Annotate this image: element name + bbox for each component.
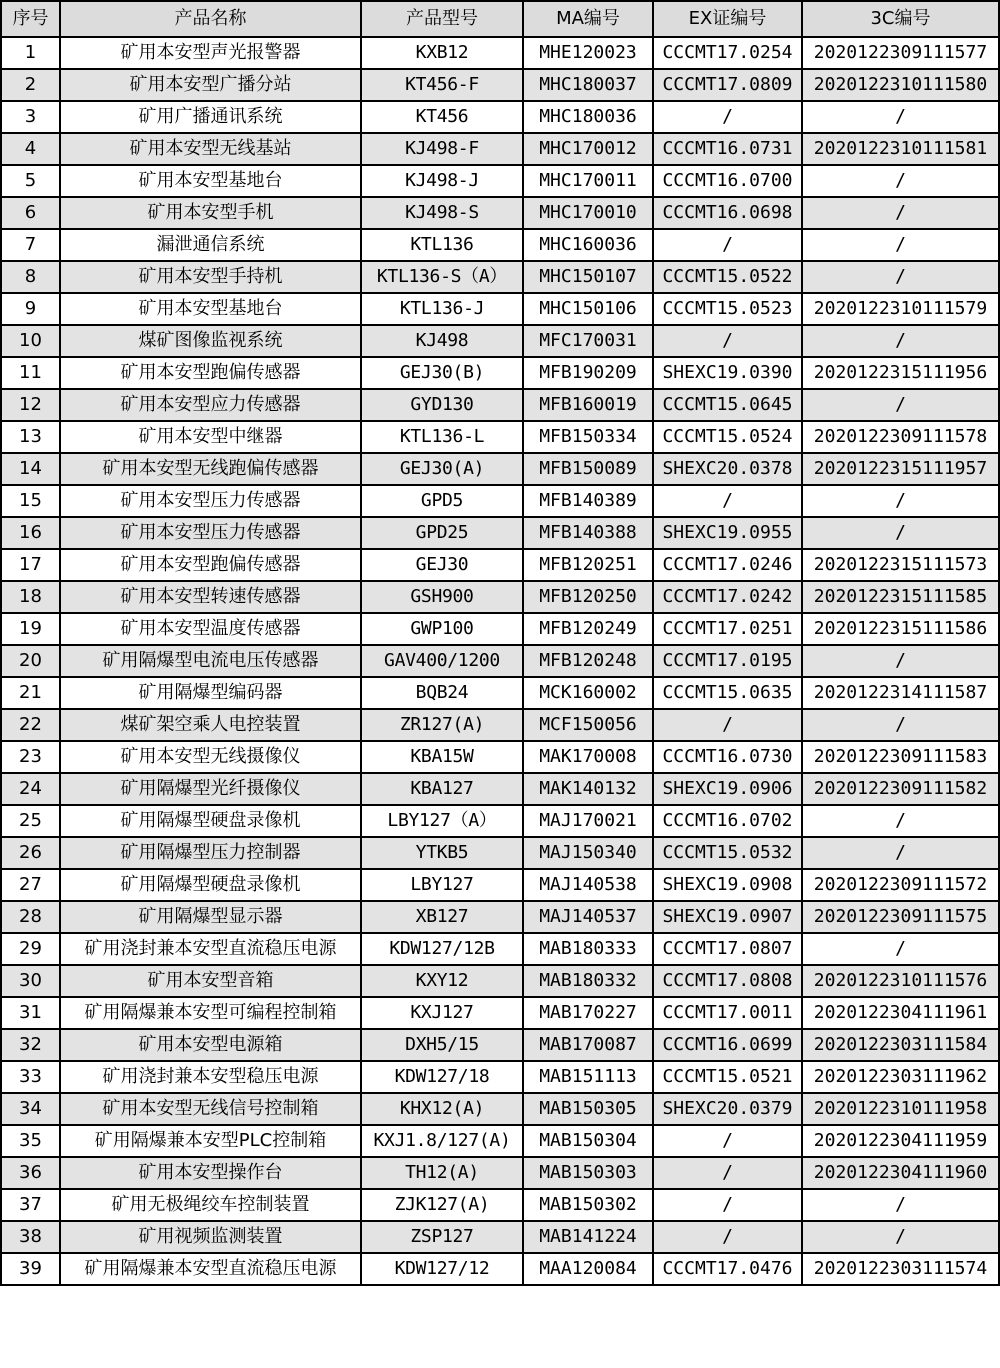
- ex-certificate-cell: CCCMT17.0809: [653, 69, 802, 101]
- table-row: [1, 165, 999, 197]
- serial-number-cell: 13: [1, 421, 60, 453]
- ma-number-cell: MCK160002: [523, 677, 653, 709]
- product-model-cell: KXB12: [361, 37, 523, 69]
- table-row: [1, 133, 999, 165]
- serial-number-cell: 12: [1, 389, 60, 421]
- ma-number-cell: MAB150303: [523, 1157, 653, 1189]
- 3c-number-cell: 2020122309111575: [802, 901, 999, 933]
- table-row: [1, 421, 999, 453]
- ex-certificate-cell: /: [653, 485, 802, 517]
- ma-number-cell: MHC180036: [523, 101, 653, 133]
- ma-number-cell: MFB150089: [523, 453, 653, 485]
- table-row: [1, 1221, 999, 1253]
- product-model-cell: KDW127/12: [361, 1253, 523, 1285]
- serial-number-cell: 10: [1, 325, 60, 357]
- product-model-cell: KHX12(A): [361, 1093, 523, 1125]
- ex-certificate-cell: /: [653, 229, 802, 261]
- product-name-cell: 矿用本安型中继器: [60, 421, 361, 453]
- product-model-cell: YTKB5: [361, 837, 523, 869]
- serial-number-cell: 19: [1, 613, 60, 645]
- ma-number-cell: MAB180333: [523, 933, 653, 965]
- ex-certificate-cell: /: [653, 1189, 802, 1221]
- ma-number-cell: MAB151113: [523, 1061, 653, 1093]
- table-header: [1, 1, 999, 37]
- serial-number-cell: 11: [1, 357, 60, 389]
- serial-number-cell: 2: [1, 69, 60, 101]
- 3c-number-cell: 2020122310111579: [802, 293, 999, 325]
- ex-certificate-cell: SHEXC19.0955: [653, 517, 802, 549]
- 3c-number-cell: 2020122303111574: [802, 1253, 999, 1285]
- product-model-cell: GAV400/1200: [361, 645, 523, 677]
- table-row: [1, 869, 999, 901]
- product-name-cell: 矿用隔爆型编码器: [60, 677, 361, 709]
- serial-number-cell: 24: [1, 773, 60, 805]
- ex-certificate-cell: CCCMT17.0476: [653, 1253, 802, 1285]
- product-name-cell: 煤矿图像监视系统: [60, 325, 361, 357]
- table-row: [1, 773, 999, 805]
- table-row: [1, 965, 999, 997]
- product-model-cell: GPD5: [361, 485, 523, 517]
- table-row: [1, 517, 999, 549]
- header-product-name: 产品名称: [60, 1, 361, 37]
- serial-number-cell: 34: [1, 1093, 60, 1125]
- table-row: [1, 69, 999, 101]
- product-model-cell: LBY127: [361, 869, 523, 901]
- 3c-number-cell: 2020122309111583: [802, 741, 999, 773]
- table-row: [1, 1189, 999, 1221]
- table-row: [1, 453, 999, 485]
- product-name-cell: 矿用本安型手持机: [60, 261, 361, 293]
- header-ex-certificate: EX证编号: [653, 1, 802, 37]
- serial-number-cell: 31: [1, 997, 60, 1029]
- 3c-number-cell: 2020122304111961: [802, 997, 999, 1029]
- product-model-cell: KDW127/12B: [361, 933, 523, 965]
- ma-number-cell: MAK140132: [523, 773, 653, 805]
- table-row: [1, 901, 999, 933]
- ma-number-cell: MAJ140537: [523, 901, 653, 933]
- ma-number-cell: MFB120250: [523, 581, 653, 613]
- product-name-cell: 漏泄通信系统: [60, 229, 361, 261]
- serial-number-cell: 20: [1, 645, 60, 677]
- serial-number-cell: 39: [1, 1253, 60, 1285]
- table-row: [1, 933, 999, 965]
- table-row: [1, 357, 999, 389]
- 3c-number-cell: /: [802, 933, 999, 965]
- product-name-cell: 矿用隔爆兼本安型直流稳压电源: [60, 1253, 361, 1285]
- table-row: [1, 485, 999, 517]
- serial-number-cell: 6: [1, 197, 60, 229]
- table-row: [1, 1253, 999, 1285]
- header-row: [1, 1, 999, 37]
- table-row: [1, 837, 999, 869]
- table-row: [1, 997, 999, 1029]
- ex-certificate-cell: SHEXC19.0906: [653, 773, 802, 805]
- 3c-number-cell: 2020122315111585: [802, 581, 999, 613]
- product-model-cell: KXY12: [361, 965, 523, 997]
- ex-certificate-cell: CCCMT15.0532: [653, 837, 802, 869]
- ex-certificate-cell: CCCMT17.0807: [653, 933, 802, 965]
- product-model-cell: KBA15W: [361, 741, 523, 773]
- serial-number-cell: 22: [1, 709, 60, 741]
- 3c-number-cell: /: [802, 197, 999, 229]
- ma-number-cell: MAJ170021: [523, 805, 653, 837]
- header-ma-number: MA编号: [523, 1, 653, 37]
- product-name-cell: 矿用本安型操作台: [60, 1157, 361, 1189]
- ex-certificate-cell: CCCMT16.0702: [653, 805, 802, 837]
- product-name-cell: 矿用本安型温度传感器: [60, 613, 361, 645]
- serial-number-cell: 30: [1, 965, 60, 997]
- product-model-cell: GEJ30: [361, 549, 523, 581]
- product-model-cell: KJ498-J: [361, 165, 523, 197]
- product-name-cell: 矿用本安型转速传感器: [60, 581, 361, 613]
- 3c-number-cell: 2020122310111576: [802, 965, 999, 997]
- product-name-cell: 矿用视频监测装置: [60, 1221, 361, 1253]
- table-row: [1, 805, 999, 837]
- ma-number-cell: MAB150302: [523, 1189, 653, 1221]
- serial-number-cell: 23: [1, 741, 60, 773]
- ex-certificate-cell: /: [653, 1125, 802, 1157]
- ex-certificate-cell: CCCMT17.0011: [653, 997, 802, 1029]
- product-name-cell: 矿用本安型跑偏传感器: [60, 549, 361, 581]
- product-model-cell: KT456-F: [361, 69, 523, 101]
- ma-number-cell: MAB170087: [523, 1029, 653, 1061]
- product-model-cell: KTL136-S（A）: [361, 261, 523, 293]
- product-model-cell: KJ498: [361, 325, 523, 357]
- table-row: [1, 1157, 999, 1189]
- 3c-number-cell: 2020122310111580: [802, 69, 999, 101]
- product-name-cell: 矿用本安型音箱: [60, 965, 361, 997]
- 3c-number-cell: 2020122303111962: [802, 1061, 999, 1093]
- header-product-model: 产品型号: [361, 1, 523, 37]
- product-model-cell: GYD130: [361, 389, 523, 421]
- product-name-cell: 矿用广播通讯系统: [60, 101, 361, 133]
- serial-number-cell: 8: [1, 261, 60, 293]
- ex-certificate-cell: /: [653, 709, 802, 741]
- product-name-cell: 矿用本安型电源箱: [60, 1029, 361, 1061]
- table-row: [1, 229, 999, 261]
- 3c-number-cell: /: [802, 229, 999, 261]
- table-row: [1, 293, 999, 325]
- product-name-cell: 矿用无极绳绞车控制装置: [60, 1189, 361, 1221]
- ex-certificate-cell: /: [653, 101, 802, 133]
- serial-number-cell: 26: [1, 837, 60, 869]
- product-name-cell: 矿用隔爆型电流电压传感器: [60, 645, 361, 677]
- ex-certificate-cell: CCCMT15.0522: [653, 261, 802, 293]
- 3c-number-cell: 2020122315111573: [802, 549, 999, 581]
- ma-number-cell: MAB150305: [523, 1093, 653, 1125]
- product-name-cell: 矿用隔爆型光纤摄像仪: [60, 773, 361, 805]
- table-row: [1, 613, 999, 645]
- product-model-cell: KDW127/18: [361, 1061, 523, 1093]
- header-serial-number: 序号: [1, 1, 60, 37]
- serial-number-cell: 35: [1, 1125, 60, 1157]
- product-model-cell: GPD25: [361, 517, 523, 549]
- 3c-number-cell: /: [802, 1221, 999, 1253]
- 3c-number-cell: /: [802, 325, 999, 357]
- serial-number-cell: 33: [1, 1061, 60, 1093]
- ma-number-cell: MHC150106: [523, 293, 653, 325]
- ma-number-cell: MHC160036: [523, 229, 653, 261]
- 3c-number-cell: 2020122303111584: [802, 1029, 999, 1061]
- product-name-cell: 矿用浇封兼本安型直流稳压电源: [60, 933, 361, 965]
- table-row: [1, 101, 999, 133]
- product-model-cell: ZR127(A): [361, 709, 523, 741]
- 3c-number-cell: /: [802, 837, 999, 869]
- product-model-cell: KJ498-S: [361, 197, 523, 229]
- product-name-cell: 矿用隔爆兼本安型可编程控制箱: [60, 997, 361, 1029]
- serial-number-cell: 1: [1, 37, 60, 69]
- serial-number-cell: 17: [1, 549, 60, 581]
- 3c-number-cell: 2020122309111572: [802, 869, 999, 901]
- table-row: [1, 549, 999, 581]
- table-row: [1, 389, 999, 421]
- product-model-cell: GEJ30(B): [361, 357, 523, 389]
- serial-number-cell: 18: [1, 581, 60, 613]
- serial-number-cell: 3: [1, 101, 60, 133]
- serial-number-cell: 28: [1, 901, 60, 933]
- 3c-number-cell: 2020122304111959: [802, 1125, 999, 1157]
- product-model-cell: KXJ127: [361, 997, 523, 1029]
- ex-certificate-cell: CCCMT16.0731: [653, 133, 802, 165]
- ma-number-cell: MHC170012: [523, 133, 653, 165]
- 3c-number-cell: 2020122309111582: [802, 773, 999, 805]
- ma-number-cell: MAK170008: [523, 741, 653, 773]
- ex-certificate-cell: SHEXC20.0378: [653, 453, 802, 485]
- product-name-cell: 矿用隔爆型显示器: [60, 901, 361, 933]
- ma-number-cell: MAJ140538: [523, 869, 653, 901]
- product-model-cell: GSH900: [361, 581, 523, 613]
- 3c-number-cell: 2020122315111957: [802, 453, 999, 485]
- 3c-number-cell: /: [802, 101, 999, 133]
- table-row: [1, 1029, 999, 1061]
- table-body: [1, 37, 999, 1285]
- 3c-number-cell: 2020122304111960: [802, 1157, 999, 1189]
- 3c-number-cell: /: [802, 485, 999, 517]
- product-name-cell: 矿用本安型压力传感器: [60, 517, 361, 549]
- 3c-number-cell: /: [802, 261, 999, 293]
- ex-certificate-cell: CCCMT15.0524: [653, 421, 802, 453]
- product-name-cell: 矿用本安型无线跑偏传感器: [60, 453, 361, 485]
- 3c-number-cell: 2020122315111586: [802, 613, 999, 645]
- product-name-cell: 矿用隔爆型硬盘录像机: [60, 869, 361, 901]
- ma-number-cell: MFB120248: [523, 645, 653, 677]
- product-name-cell: 煤矿架空乘人电控装置: [60, 709, 361, 741]
- ma-number-cell: MAB141224: [523, 1221, 653, 1253]
- product-name-cell: 矿用浇封兼本安型稳压电源: [60, 1061, 361, 1093]
- 3c-number-cell: 2020122314111587: [802, 677, 999, 709]
- ex-certificate-cell: SHEXC20.0379: [653, 1093, 802, 1125]
- ma-number-cell: MHC180037: [523, 69, 653, 101]
- table-row: [1, 645, 999, 677]
- serial-number-cell: 21: [1, 677, 60, 709]
- ex-certificate-cell: CCCMT17.0246: [653, 549, 802, 581]
- ex-certificate-cell: CCCMT17.0195: [653, 645, 802, 677]
- serial-number-cell: 4: [1, 133, 60, 165]
- ma-number-cell: MAB180332: [523, 965, 653, 997]
- table-row: [1, 1125, 999, 1157]
- ex-certificate-cell: SHEXC19.0907: [653, 901, 802, 933]
- ma-number-cell: MAB150304: [523, 1125, 653, 1157]
- ex-certificate-cell: CCCMT15.0521: [653, 1061, 802, 1093]
- product-model-cell: GEJ30(A): [361, 453, 523, 485]
- table-row: [1, 325, 999, 357]
- 3c-number-cell: /: [802, 645, 999, 677]
- ex-certificate-cell: SHEXC19.0390: [653, 357, 802, 389]
- product-model-cell: LBY127（A）: [361, 805, 523, 837]
- serial-number-cell: 32: [1, 1029, 60, 1061]
- product-model-cell: KTL136-L: [361, 421, 523, 453]
- ex-certificate-cell: CCCMT17.0254: [653, 37, 802, 69]
- 3c-number-cell: 2020122310111581: [802, 133, 999, 165]
- serial-number-cell: 25: [1, 805, 60, 837]
- product-model-cell: KJ498-F: [361, 133, 523, 165]
- ex-certificate-cell: CCCMT16.0698: [653, 197, 802, 229]
- product-model-cell: TH12(A): [361, 1157, 523, 1189]
- table-row: [1, 1061, 999, 1093]
- product-model-cell: KXJ1.8/127(A): [361, 1125, 523, 1157]
- table-row: [1, 741, 999, 773]
- product-name-cell: 矿用本安型压力传感器: [60, 485, 361, 517]
- table-row: [1, 581, 999, 613]
- 3c-number-cell: /: [802, 389, 999, 421]
- serial-number-cell: 9: [1, 293, 60, 325]
- serial-number-cell: 38: [1, 1221, 60, 1253]
- serial-number-cell: 5: [1, 165, 60, 197]
- product-name-cell: 矿用隔爆型压力控制器: [60, 837, 361, 869]
- ex-certificate-cell: CCCMT15.0635: [653, 677, 802, 709]
- ex-certificate-cell: CCCMT15.0645: [653, 389, 802, 421]
- table-row: [1, 37, 999, 69]
- ma-number-cell: MAB170227: [523, 997, 653, 1029]
- product-model-cell: KT456: [361, 101, 523, 133]
- product-model-cell: KBA127: [361, 773, 523, 805]
- table-row: [1, 677, 999, 709]
- ma-number-cell: MFB120251: [523, 549, 653, 581]
- ma-number-cell: MFB140388: [523, 517, 653, 549]
- product-name-cell: 矿用本安型基地台: [60, 165, 361, 197]
- ex-certificate-cell: CCCMT16.0699: [653, 1029, 802, 1061]
- product-name-cell: 矿用本安型应力传感器: [60, 389, 361, 421]
- 3c-number-cell: 2020122309111577: [802, 37, 999, 69]
- ex-certificate-cell: CCCMT17.0242: [653, 581, 802, 613]
- product-model-cell: BQB24: [361, 677, 523, 709]
- serial-number-cell: 29: [1, 933, 60, 965]
- 3c-number-cell: /: [802, 517, 999, 549]
- ex-certificate-cell: /: [653, 1157, 802, 1189]
- product-name-cell: 矿用隔爆兼本安型PLC控制箱: [60, 1125, 361, 1157]
- 3c-number-cell: /: [802, 165, 999, 197]
- product-name-cell: 矿用本安型声光报警器: [60, 37, 361, 69]
- product-name-cell: 矿用本安型广播分站: [60, 69, 361, 101]
- ma-number-cell: MCF150056: [523, 709, 653, 741]
- serial-number-cell: 14: [1, 453, 60, 485]
- table-row: [1, 709, 999, 741]
- table-row: [1, 261, 999, 293]
- ma-number-cell: MAA120084: [523, 1253, 653, 1285]
- 3c-number-cell: /: [802, 805, 999, 837]
- ex-certificate-cell: CCCMT17.0251: [653, 613, 802, 645]
- ma-number-cell: MHC170011: [523, 165, 653, 197]
- ex-certificate-cell: CCCMT16.0700: [653, 165, 802, 197]
- serial-number-cell: 36: [1, 1157, 60, 1189]
- 3c-number-cell: /: [802, 709, 999, 741]
- product-name-cell: 矿用隔爆型硬盘录像机: [60, 805, 361, 837]
- 3c-number-cell: 2020122310111958: [802, 1093, 999, 1125]
- ma-number-cell: MFB190209: [523, 357, 653, 389]
- product-name-cell: 矿用本安型手机: [60, 197, 361, 229]
- product-model-cell: GWP100: [361, 613, 523, 645]
- ex-certificate-cell: SHEXC19.0908: [653, 869, 802, 901]
- product-name-cell: 矿用本安型无线基站: [60, 133, 361, 165]
- ma-number-cell: MHE120023: [523, 37, 653, 69]
- serial-number-cell: 27: [1, 869, 60, 901]
- product-model-cell: ZSP127: [361, 1221, 523, 1253]
- 3c-number-cell: 2020122315111956: [802, 357, 999, 389]
- 3c-number-cell: /: [802, 1189, 999, 1221]
- ma-number-cell: MFB150334: [523, 421, 653, 453]
- product-model-cell: KTL136-J: [361, 293, 523, 325]
- ex-certificate-cell: CCCMT15.0523: [653, 293, 802, 325]
- product-model-cell: KTL136: [361, 229, 523, 261]
- ex-certificate-cell: CCCMT16.0730: [653, 741, 802, 773]
- ma-number-cell: MFB120249: [523, 613, 653, 645]
- product-name-cell: 矿用本安型无线信号控制箱: [60, 1093, 361, 1125]
- table-row: [1, 197, 999, 229]
- product-name-cell: 矿用本安型基地台: [60, 293, 361, 325]
- product-name-cell: 矿用本安型无线摄像仪: [60, 741, 361, 773]
- table-row: [1, 1093, 999, 1125]
- serial-number-cell: 16: [1, 517, 60, 549]
- ma-number-cell: MHC170010: [523, 197, 653, 229]
- serial-number-cell: 15: [1, 485, 60, 517]
- ma-number-cell: MFB160019: [523, 389, 653, 421]
- ex-certificate-cell: CCCMT17.0808: [653, 965, 802, 997]
- ex-certificate-cell: /: [653, 325, 802, 357]
- ma-number-cell: MFC170031: [523, 325, 653, 357]
- product-model-cell: ZJK127(A): [361, 1189, 523, 1221]
- serial-number-cell: 37: [1, 1189, 60, 1221]
- ma-number-cell: MFB140389: [523, 485, 653, 517]
- ma-number-cell: MAJ150340: [523, 837, 653, 869]
- product-model-cell: XB127: [361, 901, 523, 933]
- product-model-cell: DXH5/15: [361, 1029, 523, 1061]
- serial-number-cell: 7: [1, 229, 60, 261]
- 3c-number-cell: 2020122309111578: [802, 421, 999, 453]
- header-3c-number: 3C编号: [802, 1, 999, 37]
- ex-certificate-cell: /: [653, 1221, 802, 1253]
- ma-number-cell: MHC150107: [523, 261, 653, 293]
- product-name-cell: 矿用本安型跑偏传感器: [60, 357, 361, 389]
